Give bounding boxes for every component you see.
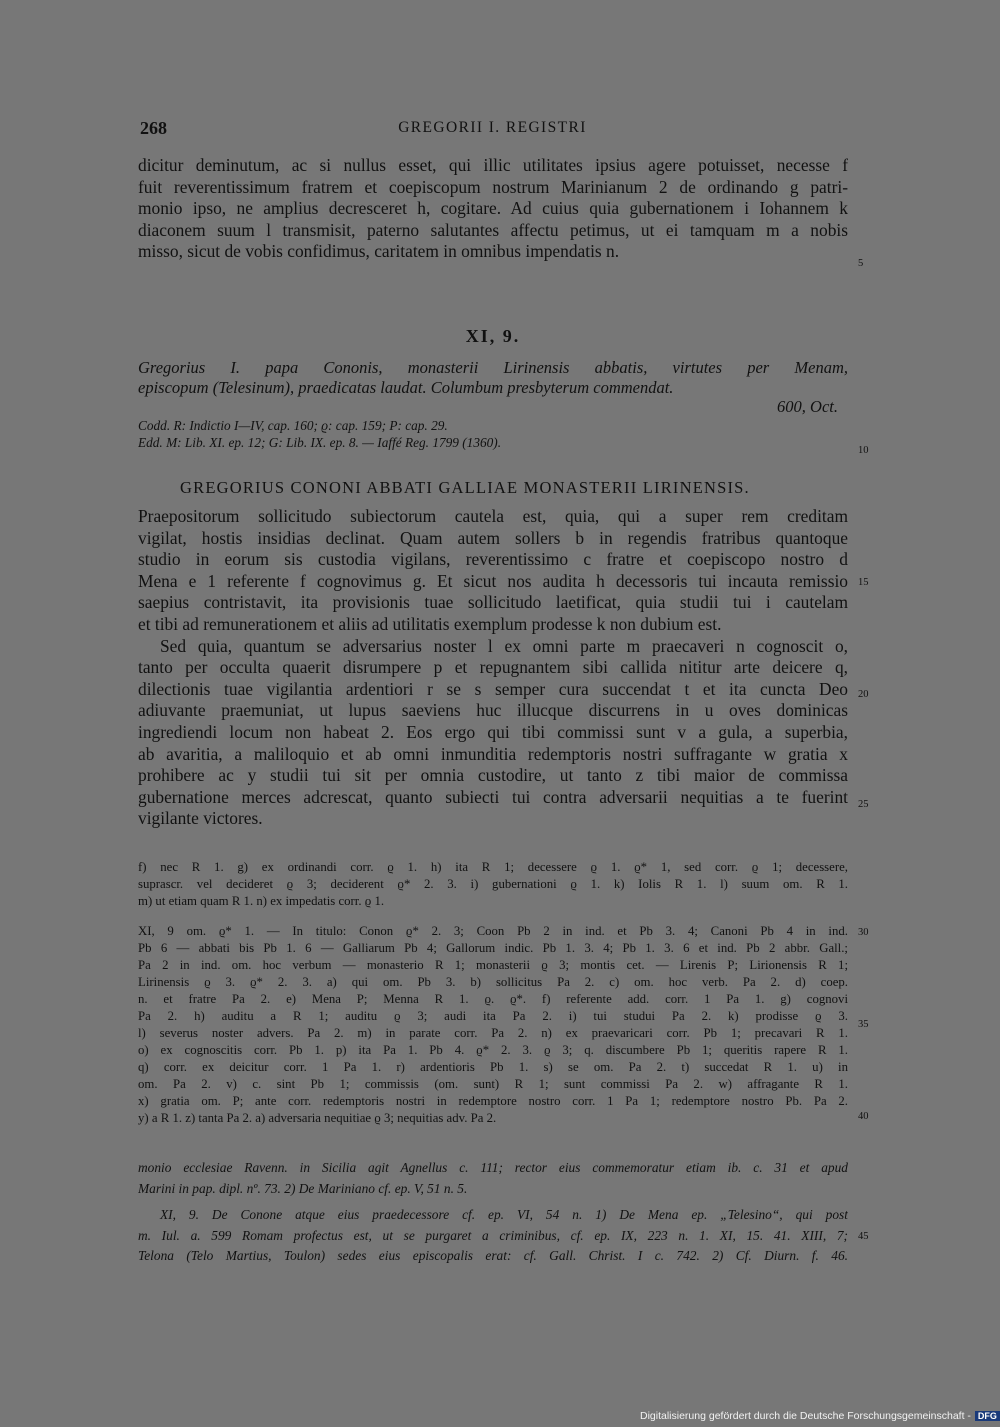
note-line: Marini in pap. dipl. nº. 73. 2) De Mariniano cf. ep. V, 51 n. 5. <box>138 1180 468 1196</box>
line-number: 10 <box>858 445 869 456</box>
text-line: misso, sicut de vobis confidimus, caritatem in omnibus impendatis n. <box>138 241 620 262</box>
text-line: vigilat, hostis insidias declinat. Quam autem sollers b in regendis fratribus quantoque <box>138 527 848 548</box>
manuscript-sources <box>138 417 848 451</box>
dfg-credit-text: Digitalisierung gefördert durch die Deutsche Forschungsgemeinschaft - <box>640 1410 971 1422</box>
summary-line: episcopum (Telesinum), praedicatas laudat. Columbum presbyterum commendat. <box>138 377 674 397</box>
codices-line: Codd. R: Indictio I—IV, cap. 160; ϱ: cap. 159; P: cap. 29. <box>138 418 448 433</box>
note-line: Pb 6 — abbati bis Pb 1. 6 — Galliarum Pb 4; Gallorum indic. Pb 1. 3. 4; Pb 1. 3. 6 et ind. Pb 2 abbr. Gall.; <box>138 941 848 955</box>
text-line: dilectionis tuae vigilantia ardentiori r se s semper cura succendat t et ita cuncta Deo <box>138 678 848 699</box>
text-line: adiuvante praemuniat, ut lupus saeviens huc illucque discurrens in u oves dominicas <box>138 700 848 721</box>
text-line: Praepositorum sollicitudo subiectorum cautela est, quia, qui a super rem creditam <box>138 506 848 526</box>
note-line: m) ut etiam quam R 1. n) ex impedatis corr. ϱ 1. <box>138 894 385 908</box>
line-number: 45 <box>858 1231 869 1242</box>
note-line: n. et fratre Pa 2. e) Mena P; Menna R 1. ϱ. ϱ*. f) referente add. corr. 1 Pa 1. g) cognovi <box>138 992 848 1006</box>
line-number: 30 <box>858 927 869 938</box>
note-line: monio ecclesiae Ravenn. in Sicilia agit Agnellus c. 111; rector eius commemoratur etiam ib. c. 31 et apud <box>138 1160 848 1175</box>
text-line: ab avaritia, a maliloquio et ab omni inmunditia redemptoris nostri suffragante w gratia x <box>138 743 848 764</box>
note-line: suprascr. vel decideret ϱ 3; deciderent ϱ* 2. 3. i) gubernationi ϱ 1. k) Iolis R 1. l) suum om. R 1. <box>138 877 848 891</box>
summary-line: Gregorius I. papa Cononis, monasterii Lirinensis abbatis, virtutes per Menam, <box>138 358 848 377</box>
text-line: studio in eorum sis custodia vigilans, reverentissimo c fratre et coepiscopo nostro d <box>138 549 848 570</box>
dfg-credit <box>640 1410 1000 1422</box>
line-number: 20 <box>858 689 869 700</box>
continuation-text <box>138 155 848 263</box>
page-number: 268 <box>140 118 167 138</box>
line-number: 5 <box>858 258 864 269</box>
note-line: XI, 9 om. ϱ* 1. — In titulo: Conon ϱ* 2. 3; Coon Pb 2 in ind. et Pb 3. 4; Canoni Pb 4 in ind. <box>138 924 848 938</box>
text-line: fuit reverentissimum fratrem et coepiscopum nostrum Marinianum 2 de ordinando g patri- <box>138 176 848 197</box>
line-number: 40 <box>858 1111 869 1122</box>
historical-notes-1 <box>138 1158 848 1199</box>
note-line: x) gratia om. P; ante corr. redemptoris nostri in redemptore nostro corr. 1 Pa 1; redemptore nostro Pb. Pa 2. <box>138 1094 848 1108</box>
text-line: vigilante victores. <box>138 808 263 829</box>
letter-address: GREGORIUS CONONI ABBATI GALLIAE MONASTERII LIRINENSIS. <box>180 478 750 497</box>
line-number: 35 <box>858 1019 869 1030</box>
text-line: diaconem suum l transmisit, paterno salutantes affectu petimus, ut ei tamquam m a nobis <box>138 219 848 240</box>
letter-date: 600, Oct. <box>777 397 838 416</box>
note-line: y) a R 1. z) tanta Pa 2. a) adversaria nequitiae ϱ 3; nequitias adv. Pa 2. <box>138 1111 497 1125</box>
note-line: o) ex cognoscitis corr. Pb 1. p) ita Pa 1. Pb 4. ϱ* 2. 3. ϱ 3; q. discumbere Pb 1; queritis rapere R 1. <box>138 1043 848 1057</box>
letter-number: XI, 9. <box>465 326 521 346</box>
apparatus-previous-letter <box>138 859 848 910</box>
line-number: 15 <box>858 577 869 588</box>
text-line: saepius contristavit, ita provisionis tuae sollicitudo laetificat, quia studii tui i cautelam <box>138 592 848 613</box>
dfg-logo-icon: DFG <box>975 1411 1000 1421</box>
note-line: om. Pa 2. v) c. sint Pb 1; commissis (om. sunt) R 1; sunt commissi Pa 2. w) affragante R 1. <box>138 1077 848 1091</box>
running-title: GREGORII I. REGISTRI <box>398 119 587 136</box>
note-line: XI, 9. De Conone atque eius praedecessore cf. ep. VI, 54 n. 1) De Mena ep. „Telesino“, qui post <box>160 1207 848 1222</box>
text-line: dicitur deminutum, ac si nullus esset, qui illic utilitates ipsius agere potuisset, necesse f <box>138 155 848 175</box>
note-line: Pa 2 in ind. om. hoc verbum — monasterio R 1; monasterii ϱ 3; montis cet. — Lirenis P; Lirionensis R 1; <box>138 958 848 972</box>
text-line: prohibere ac y studii tui sit per omnia custodire, ut tanto z tibi maior de commissa <box>138 765 848 786</box>
running-header <box>140 118 845 148</box>
text-line: Mena e 1 referente f cognovimus g. Et sicut nos audita h decessoris tui incauta remissio <box>138 570 848 591</box>
line-number: 25 <box>858 799 869 810</box>
note-line: Telona (Telo Martius, Toulon) sedes eius episcopalis erat: cf. Gall. Christ. I c. 742. 2) Cf. Diurn. f. 46. <box>138 1248 848 1263</box>
apparatus-xi-9 <box>138 923 848 1127</box>
note-line: f) nec R 1. g) ex ordinandi corr. ϱ 1. h) ita R 1; decessere ϱ 1. ϱ* 1, sed corr. ϱ 1; decessere, <box>138 860 848 874</box>
editions-line: Edd. M: Lib. XI. ep. 12; G: Lib. IX. ep. 8. — Iaffé Reg. 1799 (1360). <box>138 435 502 450</box>
text-line: Sed quia, quantum se adversarius noster l ex omni parte m praecaveri n cognoscit o, <box>160 635 848 656</box>
text-line: gubernatione merces adcrescat, quanto subiecti tui contra adversarii nequitias a te fuerint <box>138 786 848 807</box>
historical-notes-2 <box>138 1205 848 1267</box>
note-line: m. Iul. a. 599 Romam profectus est, ut se purgaret a criminibus, cf. ep. IX, 223 n. 1. XI, 15. 41. XIII, 7; <box>138 1227 848 1243</box>
text-line: et tibi ad remunerationem et aliis ad utilitatis exemplum prodesse k non dubium est. <box>138 613 722 634</box>
letter-summary <box>138 358 848 417</box>
text-line: ingrediendi locum non habeat 2. Eos ergo qui tibi commissi sunt v a gula, a superbia, <box>138 721 848 742</box>
letter-body <box>138 506 848 830</box>
note-line: q) corr. ex deicitur corr. 1 Pa 1. r) ardentioris Pb 1. s) se om. Pa 2. t) succedat R 1. u) in <box>138 1060 848 1074</box>
text-line: tanto per occulta quaerit disrumpere p et repugnantem sibi callida nititur arte deicere q, <box>138 657 848 678</box>
note-line: l) severus noster advers. Pa 2. m) in parate corr. Pa 2. n) ex praevaricari corr. Pb 1; precavari R 1. <box>138 1026 848 1040</box>
text-line: monio ipso, ne amplius decresceret h, cogitare. Ad cuius quia gubernationem i Iohannem k <box>138 198 848 219</box>
note-line: Lirinensis ϱ 3. ϱ* 2. 3. a) qui om. Pb 3. b) sollicitus Pa 2. c) om. hoc verb. Pa 2. d) coep. <box>138 975 848 989</box>
note-line: Pa 2. h) auditu a R 1; auditu ϱ 3; audi ita Pa 2. i) tui studui Pa 2. k) prodisse ϱ 3. <box>138 1009 848 1023</box>
